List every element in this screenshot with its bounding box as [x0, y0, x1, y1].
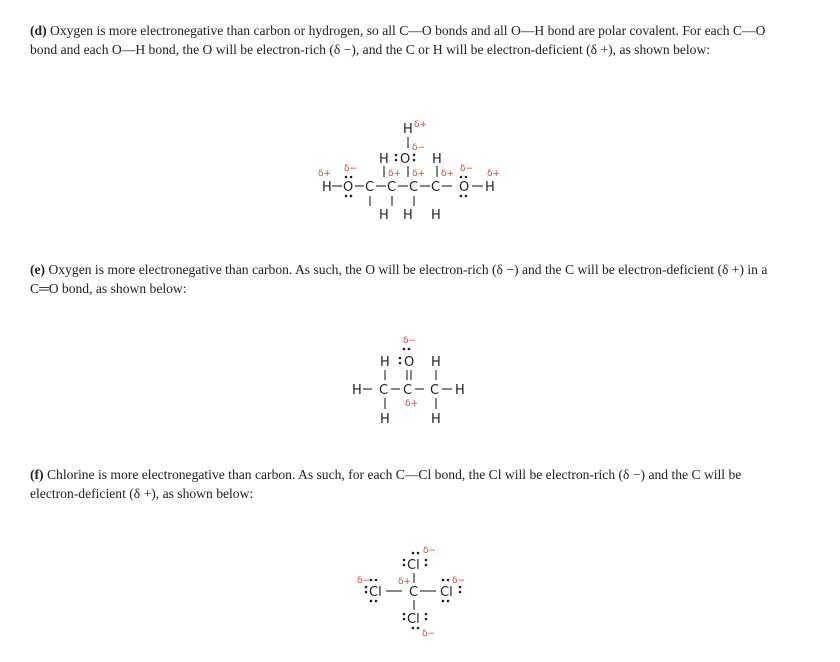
structure-f-ccl4	[357, 546, 465, 639]
lone-pair-dot	[425, 618, 428, 621]
lone-pair-dot	[425, 559, 428, 562]
atom-h: H	[379, 208, 389, 223]
atom-h: H	[485, 180, 495, 195]
text-e: Oxygen is more electronegative than carbon. As such, the O will be electron-rich (δ −) and the C will be electron-deficient (δ +) in a C═O bond, as shown below:	[30, 262, 768, 296]
atom-cl: Cl	[440, 585, 453, 600]
charge-delta-minus: δ−	[460, 164, 474, 174]
lone-pair-dot	[370, 579, 373, 582]
charge-delta-minus: δ−	[403, 336, 417, 346]
atom-h: H	[403, 208, 413, 223]
atom-h: H	[403, 122, 413, 137]
lone-pair-dot	[412, 627, 415, 630]
charge-delta-minus: δ−	[452, 576, 466, 586]
lone-pair-dot	[350, 176, 353, 179]
lone-pair-dot	[447, 579, 450, 582]
text-f: Chlorine is more electronegative than carbon. As such, for each C—Cl bond, the Cl will be electron-rich (δ −) and the C will be electron-deficient (δ +), as shown below:	[30, 467, 742, 501]
lone-pair-dot	[460, 176, 463, 179]
lone-pair-dot	[345, 176, 348, 179]
label-e: (e)	[30, 262, 46, 277]
lone-pair-dot	[375, 579, 378, 582]
lone-pair-dot	[459, 586, 462, 589]
lone-pair-dot	[395, 159, 398, 162]
atom-cl: Cl	[407, 558, 420, 573]
lone-pair-dot	[412, 552, 415, 555]
charge-delta-plus: δ+	[388, 169, 402, 179]
charge-delta-minus: δ−	[344, 164, 358, 174]
atom-cl: Cl	[407, 612, 420, 627]
charge-delta-plus: δ+	[405, 399, 419, 409]
lone-pair-dot	[399, 357, 402, 360]
atom-c: C	[387, 180, 397, 195]
charge-delta-plus: δ+	[318, 169, 332, 179]
atom-c: C	[409, 585, 419, 600]
lone-pair-dot	[350, 195, 353, 198]
atom-c: C	[409, 180, 419, 195]
atom-h: H	[380, 355, 390, 370]
lone-pair-dot	[403, 348, 406, 351]
atom-c: C	[403, 383, 413, 398]
atom-o: O	[404, 355, 415, 370]
lone-pair-dot	[413, 159, 416, 162]
charge-delta-plus: δ+	[414, 120, 428, 130]
atom-h: H	[379, 152, 389, 167]
lone-pair-dot	[375, 600, 378, 603]
lone-pair-dot	[417, 627, 420, 630]
charge-delta-minus: δ−	[412, 143, 426, 153]
lone-pair-dot	[395, 154, 398, 157]
lone-pair-dot	[465, 195, 468, 198]
lone-pair-dot	[345, 195, 348, 198]
atom-h: H	[455, 383, 465, 398]
lone-pair-dot	[403, 618, 406, 621]
lone-pair-dot	[399, 362, 402, 365]
lone-pair-dot	[460, 195, 463, 198]
lone-pair-dot	[403, 564, 406, 567]
atom-h: H	[431, 208, 441, 223]
charge-delta-plus: δ+	[441, 169, 455, 179]
atom-h: H	[322, 180, 332, 195]
charge-delta-plus: δ+	[487, 169, 501, 179]
charge-delta-minus: δ−	[423, 546, 437, 556]
charge-delta-plus: δ+	[398, 577, 412, 587]
charge-delta-minus: δ−	[357, 576, 371, 586]
atom-h: H	[432, 152, 442, 167]
lone-pair-dot	[408, 348, 411, 351]
atom-h: H	[380, 412, 390, 427]
charge-delta-minus: δ−	[422, 629, 436, 639]
lone-pair-dot	[370, 600, 373, 603]
label-f: (f)	[30, 467, 44, 482]
lone-pair-dot	[413, 154, 416, 157]
atom-cl: Cl	[369, 585, 382, 600]
lone-pair-dot	[365, 591, 368, 594]
lone-pair-dot	[459, 591, 462, 594]
lone-pair-dot	[447, 600, 450, 603]
lone-pair-dot	[425, 613, 428, 616]
structure-e-acetone	[352, 336, 465, 427]
lone-pair-dot	[403, 613, 406, 616]
atom-o: O	[400, 152, 411, 167]
lone-pair-dot	[365, 586, 368, 589]
label-d: (d)	[30, 23, 47, 38]
lone-pair-dot	[465, 176, 468, 179]
lone-pair-dot	[425, 564, 428, 567]
lone-pair-dot	[403, 559, 406, 562]
atom-c: C	[431, 180, 441, 195]
atom-c: C	[365, 180, 375, 195]
text-d: Oxygen is more electronegative than carbon or hydrogen, so all C—O bonds and all O—H bond are polar covalent. For each C—O bond and each O—H bond, the O will be electron-rich (δ −), and the C or H will be electron-deficient (δ +), as shown below:	[30, 23, 766, 57]
lone-pair-dot	[417, 552, 420, 555]
atom-c: C	[430, 383, 440, 398]
lone-pair-dot	[442, 579, 445, 582]
charge-delta-plus: δ+	[412, 169, 426, 179]
atom-o: O	[459, 180, 470, 195]
lone-pair-dot	[442, 600, 445, 603]
atom-o: O	[343, 180, 354, 195]
atom-h: H	[431, 412, 441, 427]
atom-h: H	[431, 355, 441, 370]
atom-c: C	[379, 383, 389, 398]
atom-h: H	[352, 383, 362, 398]
structure-d-glycerol	[318, 120, 500, 223]
